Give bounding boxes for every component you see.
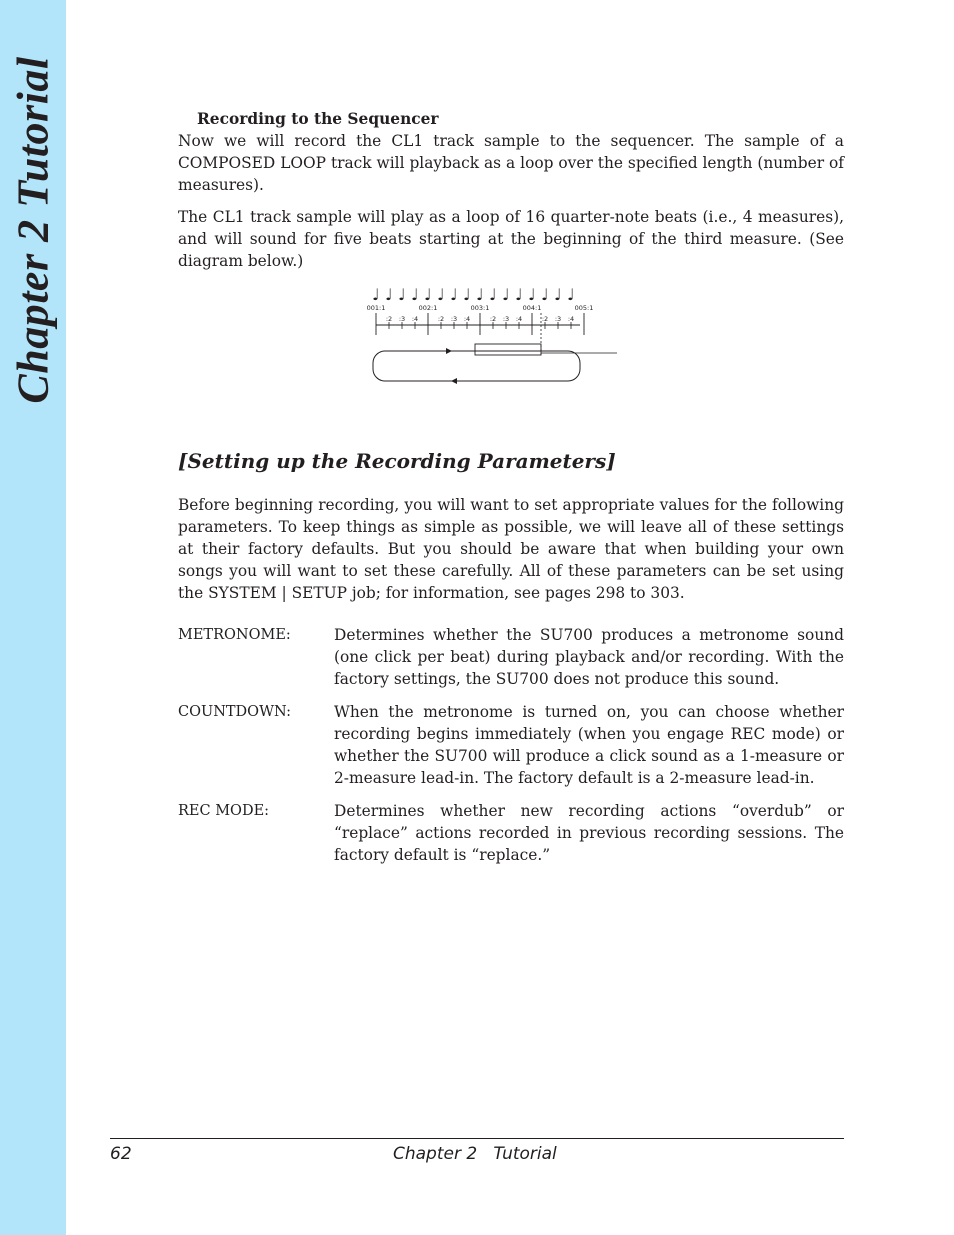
loop-path [373, 351, 580, 381]
beat-label: :3 [450, 315, 458, 323]
definition-description: Determines whether the SU700 produces a metronome sound (one click per beat) during playback and/or recording. With the factory settings, the SU700 does not produce this sound. [334, 626, 844, 688]
measure-label: 001:1 [366, 304, 386, 312]
loop-diagram-svg [358, 284, 628, 394]
beat-label: :3 [398, 315, 406, 323]
quarter-notes [372, 285, 575, 304]
chapter-side-tab [0, 0, 66, 1235]
quarter-note: ♩ [385, 285, 393, 304]
beat-label: :4 [515, 315, 523, 323]
loop-arrow-left [451, 378, 457, 384]
beat-label: :3 [502, 315, 510, 323]
timeline-ticks [376, 313, 584, 335]
definition-metronome [178, 624, 844, 690]
quarter-note: ♩ [463, 285, 471, 304]
sub-heading: Recording to the Sequencer [197, 110, 439, 128]
quarter-note: ♩ [489, 285, 497, 304]
beat-label: :2 [437, 315, 445, 323]
definition-countdown [178, 701, 844, 789]
quarter-note: ♩ [515, 285, 523, 304]
beat-label: :3 [554, 315, 562, 323]
footer-chapter-title: Chapter 2 Tutorial [393, 1144, 557, 1164]
definition-rec-mode [178, 800, 844, 866]
footer-rule [110, 1138, 844, 1139]
quarter-note: ♩ [476, 285, 484, 304]
quarter-note: ♩ [372, 285, 380, 304]
definition-term: REC MODE: [178, 803, 270, 819]
paragraph: Now we will record the CL1 track sample to the sequencer. The sample of a COMPOSED LOOP track will playback as a loop over the specified length (number of measures). [178, 132, 844, 194]
beat-label: :4 [411, 315, 419, 323]
beat-label: :2 [385, 315, 393, 323]
measure-label: 005:1 [574, 304, 594, 312]
quarter-note: ♩ [398, 285, 406, 304]
quarter-note: ♩ [437, 285, 445, 304]
quarter-note: ♩ [554, 285, 562, 304]
quarter-note: ♩ [411, 285, 419, 304]
measure-label: 002:1 [418, 304, 438, 312]
loop-diagram [178, 284, 844, 404]
intro-paragraph: Before beginning recording, you will want to set appropriate values for the following parameters. To keep things as simple as possible, we will leave all of these settings at their factory defaults. But you should be aware that when building your own songs you will want to set these carefully. All of these parameters can be set using the SYSTEM | SETUP job; for information, see pages 298 to 303. [178, 496, 844, 602]
beat-label: :4 [463, 315, 471, 323]
chapter-side-title: Chapter 2 Tutorial [8, 56, 58, 404]
definition-description: When the metronome is turned on, you can choose whether recording begins immediately (when you engage REC mode) or whether the SU700 will produce a click sound as a 1-measure or 2-measure lead-in. The factory default is a 2-measure lead-in. [334, 703, 844, 787]
page-content [178, 108, 844, 877]
quarter-note: ♩ [502, 285, 510, 304]
section-heading: [Setting up the Recording Parameters] [178, 449, 616, 473]
definition-term: METRONOME: [178, 627, 291, 643]
paragraph: The CL1 track sample will play as a loop of 16 quarter-note beats (i.e., 4 measures), and will sound for five beats starting at the beginning of the third measure. (See diagram below.) [178, 208, 844, 270]
sample-block [475, 344, 541, 355]
measure-label: 003:1 [470, 304, 490, 312]
page-number: 62 [110, 1144, 132, 1164]
quarter-note: ♩ [528, 285, 536, 304]
beat-label: :2 [489, 315, 497, 323]
loop-arrow-right [446, 348, 452, 354]
measure-label: 004:1 [522, 304, 542, 312]
definition-description: Determines whether new recording actions “overdub” or “replace” actions recorded in previous recording sessions. The factory default is “replace.” [334, 802, 844, 864]
definition-term: COUNTDOWN: [178, 704, 292, 720]
quarter-note: ♩ [541, 285, 549, 304]
beat-label: :2 [541, 315, 549, 323]
quarter-note: ♩ [424, 285, 432, 304]
beat-label: :4 [567, 315, 575, 323]
quarter-note: ♩ [450, 285, 458, 304]
quarter-note: ♩ [567, 285, 575, 304]
